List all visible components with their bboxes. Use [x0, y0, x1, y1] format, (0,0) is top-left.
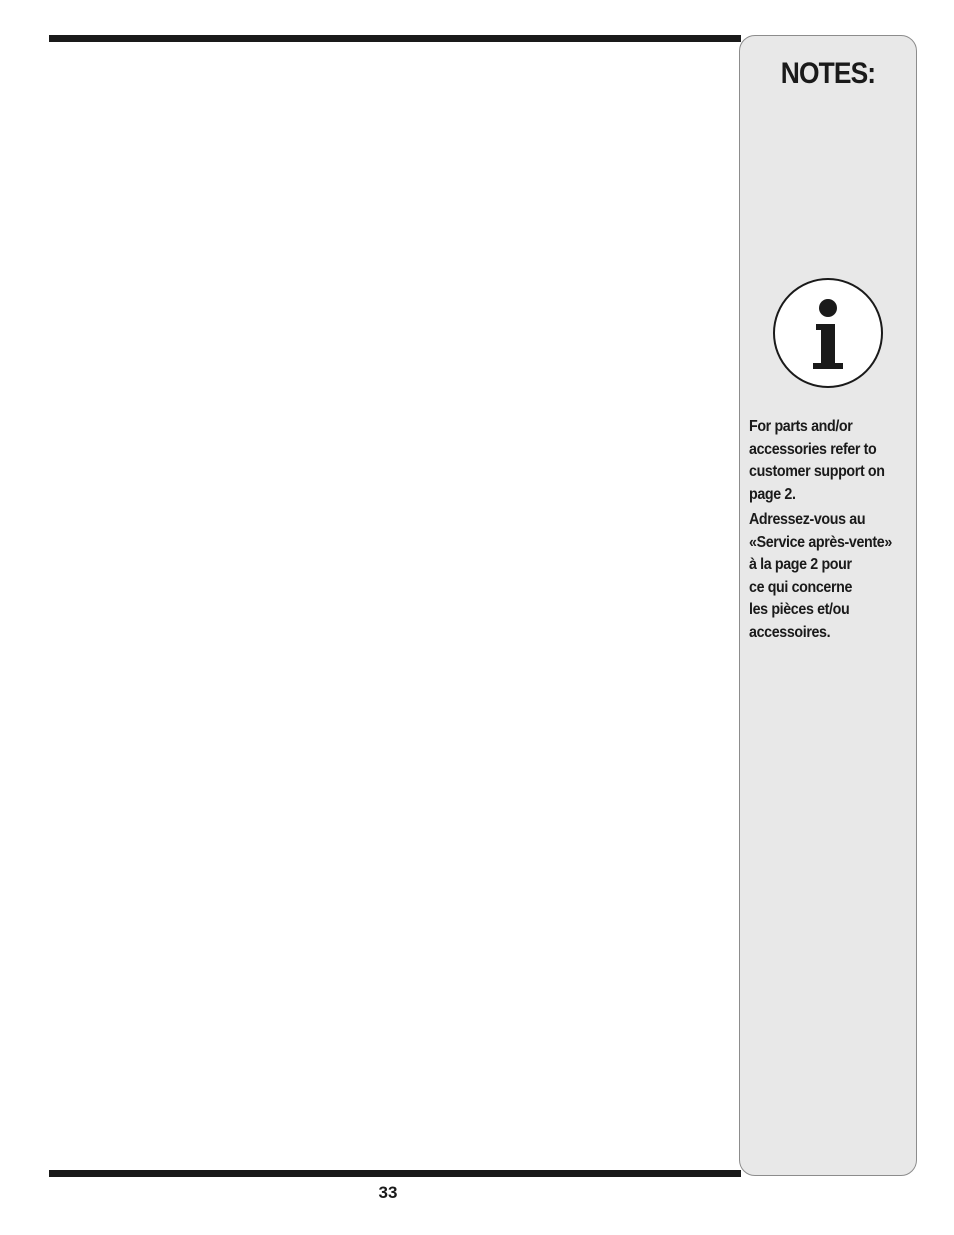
note-line: customer support on: [749, 463, 885, 480]
note-line: les pièces et/ou: [749, 601, 850, 618]
note-line: For parts and/or: [749, 418, 853, 435]
note-line: ce qui concerne: [749, 578, 853, 596]
support-note: [749, 416, 919, 644]
page-number: 33: [378, 1183, 398, 1202]
note-line: «Service après-vente»: [749, 533, 892, 551]
notes-sidebar: [739, 35, 917, 1176]
bottom-rule: [49, 1170, 741, 1177]
support-note-english: [749, 416, 919, 506]
note-line: accessories refer to: [749, 440, 877, 458]
note-line: à la page 2 pour: [749, 556, 852, 573]
note-line: page 2.: [749, 485, 796, 503]
notes-title: NOTES:: [780, 57, 876, 90]
note-line: Adressez-vous au: [749, 511, 866, 528]
support-note-french: [749, 509, 919, 644]
top-rule: [49, 35, 741, 42]
information-icon: [772, 277, 884, 389]
note-line: accessoires.: [749, 623, 831, 641]
